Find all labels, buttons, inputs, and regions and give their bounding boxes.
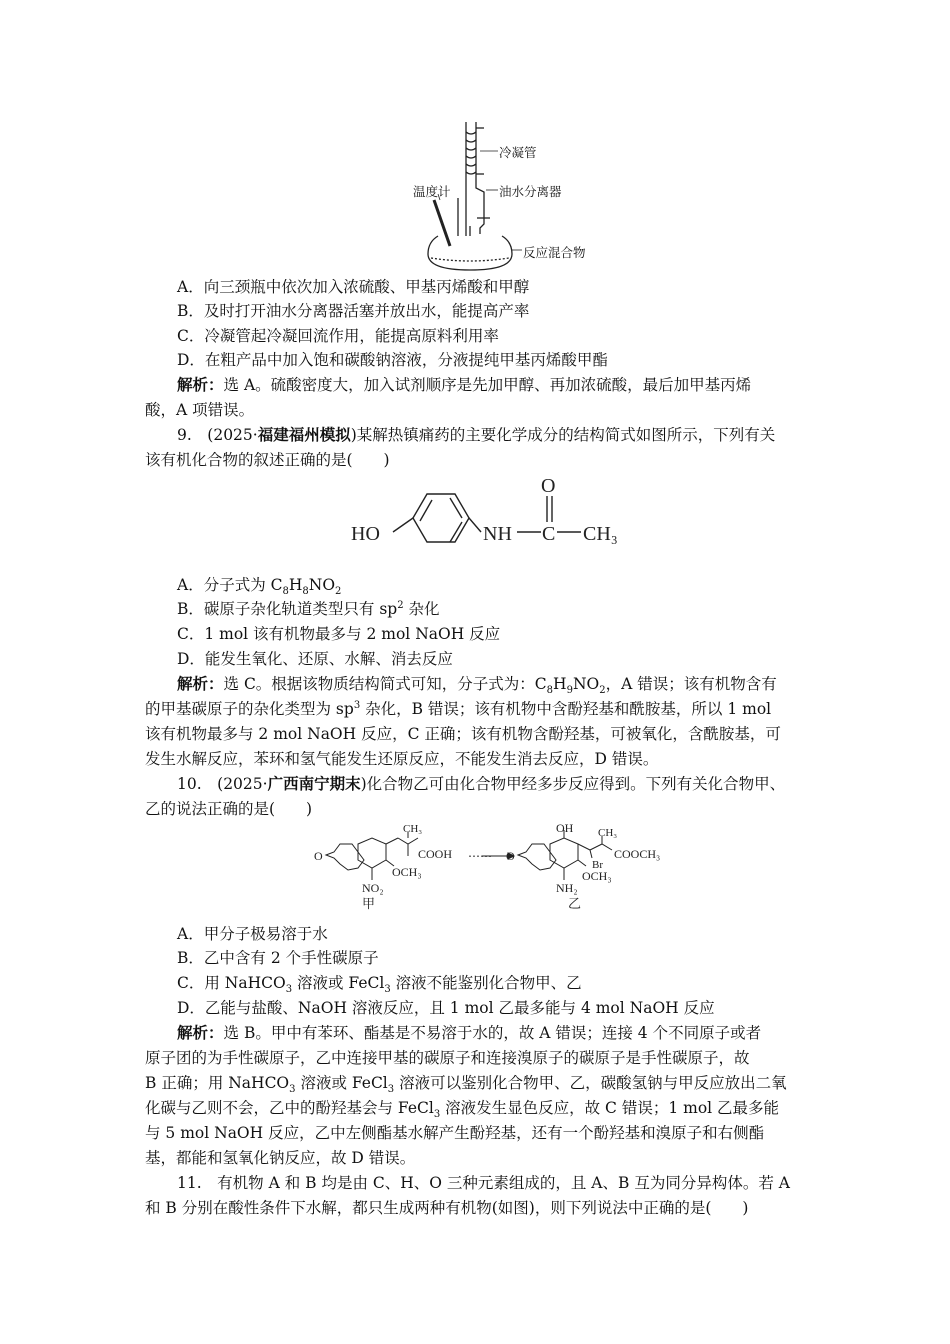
yi-nh2: NH₂ <box>556 881 578 895</box>
yi-ch3: CH₃ <box>598 827 618 839</box>
jia-cooh: COOH <box>418 847 453 861</box>
q10-option-b: B．乙中含有 2 个手性碳原子 <box>177 949 379 967</box>
struct-ch3: CH₃ <box>583 523 618 545</box>
q11-stem-1: 11. 有机物 A 和 B 均是由 C、H、O 三种元素组成的，且 A、B 互为同分异构体。若 A <box>177 1174 790 1192</box>
yi-o: O <box>506 849 515 863</box>
arrow-dots: ⋯⋯ <box>468 849 492 863</box>
q10-stem-1: 10. (2025·广西南宁期末)化合物乙可由化合物甲经多步反应得到。下列有关化合物甲、 <box>177 774 786 793</box>
yi-br: Br <box>592 859 603 871</box>
q8-option-c: C．冷凝管起冷凝回流作用，能提高原料利用率 <box>177 327 499 345</box>
jia-no2: NO₂ <box>362 881 384 895</box>
yi-och3: OCH₃ <box>582 869 612 883</box>
label-separator: 油水分离器 <box>499 184 562 199</box>
label-mixture: 反应混合物 <box>523 245 586 260</box>
q10-option-d: D．乙能与盐酸、NaOH 溶液反应，且 1 mol 乙最多能与 4 mol NaOH 反应 <box>177 999 715 1017</box>
q9-stem-2: 该有机化合物的叙述正确的是( ) <box>145 451 390 469</box>
struct-ho: HO <box>351 523 380 545</box>
q9-option-b: B．碳原子杂化轨道类型只有 $sp^2$ 杂化 <box>177 599 440 618</box>
jia-name: 甲 <box>362 896 376 911</box>
yi-cooch3: COOCH₃ <box>614 847 661 861</box>
label-condenser: 冷凝管 <box>499 145 537 160</box>
q8-option-a: A．向三颈瓶中依次加入浓硫酸、甲基丙烯酸和甲醇 <box>177 278 530 296</box>
q10-analysis-5: 与 5 mol NaOH 反应，乙中左侧酯基水解产生酚羟基，还有一个酚羟基和溴原子和右侧酯 <box>145 1124 765 1142</box>
struct-nh: NH <box>483 523 512 545</box>
q10-analysis-6: 基，都能和氢氧化钠反应，故 D 错误。 <box>145 1149 416 1167</box>
paracetamol-structure <box>345 474 635 550</box>
reaction-scheme <box>312 822 672 914</box>
jia-o: O <box>314 849 323 863</box>
q9-analysis-1: 解析：选 C。根据该物质结构简式可知，分子式为：$C_8H_9NO_2$，A 错误；该有机物含有 <box>177 674 777 697</box>
q8-option-b: B．及时打开油水分离器活塞并放出水，能提高产率 <box>177 302 530 320</box>
q9-option-a: A．分子式为 $C_8H_8NO_2$ <box>177 576 342 598</box>
q10-analysis-2: 原子团的为手性碳原子，乙中连接甲基的碳原子和连接溴原子的碳原子是手性碳原子，故 <box>145 1049 750 1067</box>
q10-analysis-1: 解析：选 B。甲中有苯环、酯基是不易溶于水的，故 A 错误；连接 4 个不同原子或者 <box>177 1023 762 1042</box>
yi-oh: OH <box>556 822 574 835</box>
q10-option-c: C．用 NaHCO$_3$ 溶液或 FeCl$_3$ 溶液不能鉴别化合物甲、乙 <box>177 974 582 996</box>
q10-analysis-3: B 正确；用 NaHCO$_3$ 溶液或 FeCl$_3$ 溶液可以鉴别化合物甲、乙，碳酸氢钠与甲反应放出二氧 <box>145 1074 787 1096</box>
jia-ch3: CH₃ <box>403 823 423 835</box>
q9-option-c: C．1 mol 该有机物最多与 2 mol NaOH 反应 <box>177 625 501 643</box>
q8-analysis-2: 酸，A 项错误。 <box>145 401 255 419</box>
struct-o: O <box>541 475 556 497</box>
yi-name: 乙 <box>568 896 582 911</box>
q10-stem-2: 乙的说法正确的是( ) <box>145 800 313 818</box>
q8-option-d: D．在粗产品中加入饱和碳酸钠溶液，分液提纯甲基丙烯酸甲酯 <box>177 351 608 369</box>
q8-analysis-1: 解析：选 A。硫酸密度大，加入试剂顺序是先加甲醇、再加浓硫酸，最后加甲基丙烯 <box>177 375 752 394</box>
q9-analysis-3: 该有机物最多与 2 mol NaOH 反应，C 正确；该有机物含酚羟基，可被氧化，含酰胺基，可 <box>145 725 781 743</box>
q10-option-a: A．甲分子极易溶于水 <box>177 925 328 943</box>
q11-stem-2: 和 B 分别在酸性条件下水解，都只生成两种有机物(如图)，则下列说法中正确的是( ) <box>145 1199 749 1217</box>
q9-stem-1: 9. (2025·福建福州模拟)某解热镇痛药的主要化学成分的结构简式如图所示，下列有关 <box>177 425 776 444</box>
q9-analysis-4: 发生水解反应，苯环和氢气能发生还原反应，不能发生消去反应，D 错误。 <box>145 750 659 768</box>
jia-och3: OCH₃ <box>392 865 422 879</box>
q9-analysis-2: 的甲基碳原子的杂化类型为 $sp^3$ 杂化，B 错误；该有机物中含酚羟基和酰胺基，所以 1 mol <box>145 699 772 718</box>
q9-option-d: D．能发生氧化、还原、水解、消去反应 <box>177 650 453 668</box>
struct-c: C <box>542 523 556 545</box>
q10-analysis-4: 化碳与乙则不会，乙中的酚羟基会与 FeCl$_3$ 溶液发生显色反应，故 C 错误；1 mol 乙最多能 <box>145 1099 780 1121</box>
label-thermometer: 温度计 <box>413 184 451 199</box>
